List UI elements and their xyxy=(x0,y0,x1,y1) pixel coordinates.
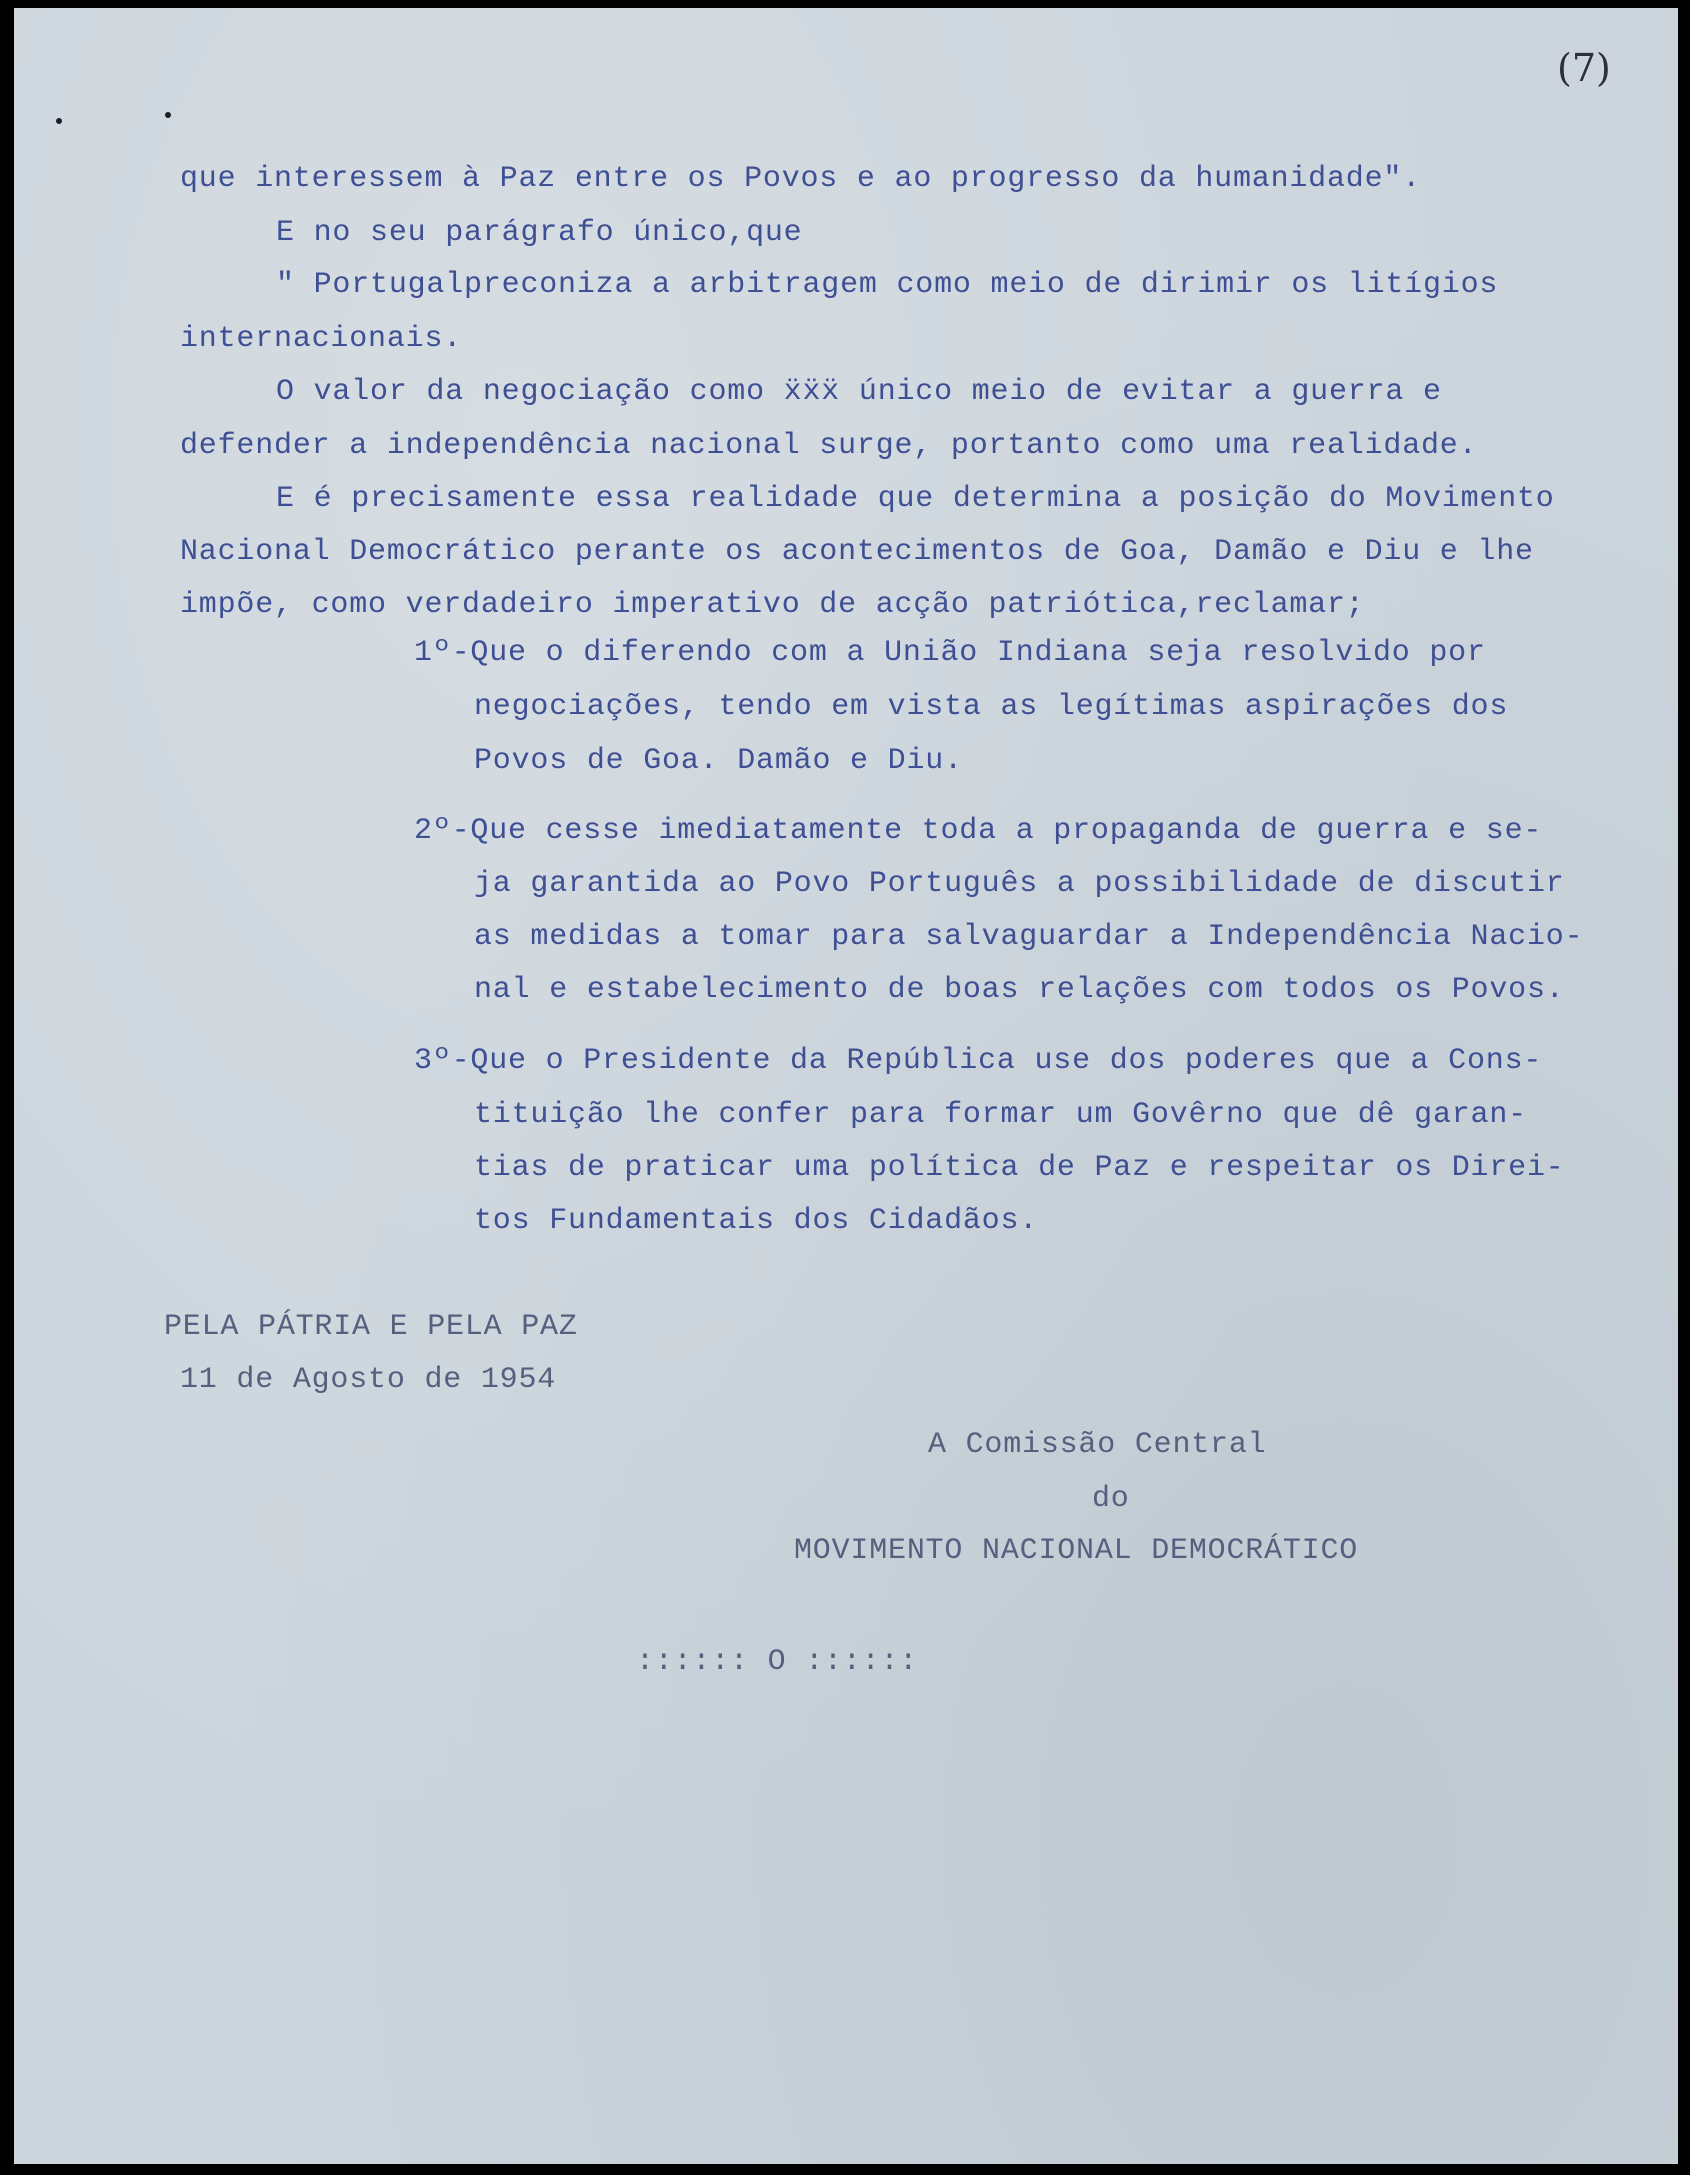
body-line: Nacional Democrático perante os acontecimentos de Goa, Damão e Diu e lhe xyxy=(180,535,1534,569)
demand-line: Povos de Goa. Damão e Diu. xyxy=(474,744,963,778)
document-page xyxy=(14,8,1678,2164)
body-line: E no seu parágrafo único,que xyxy=(276,216,803,250)
ink-speck xyxy=(56,118,62,124)
body-line: O valor da negociação como ẍẍẍ único meio de evitar a guerra e xyxy=(276,375,1442,409)
body-line: defender a independência nacional surge, portanto como uma realidade. xyxy=(180,429,1478,463)
signature-line-2: do xyxy=(1092,1482,1130,1516)
body-line: " Portugalpreconiza a arbitragem como meio de dirimir os litígios xyxy=(276,268,1499,302)
demand-line: nal e estabelecimento de boas relações com todos os Povos. xyxy=(474,973,1565,1007)
signature-line-1: A Comissão Central xyxy=(928,1428,1267,1462)
demand-line: as medidas a tomar para salvaguardar a Independência Nacio- xyxy=(474,920,1584,954)
demand-line: tituição lhe confer para formar um Govêrno que dê garan- xyxy=(474,1098,1527,1132)
page-number: (7) xyxy=(1557,46,1611,90)
demand-line: tias de praticar uma política de Paz e respeitar os Direi- xyxy=(474,1151,1565,1185)
body-line: internacionais. xyxy=(180,322,463,356)
body-line: impõe, como verdadeiro imperativo de acção patriótica,reclamar; xyxy=(180,588,1365,622)
demand-line: 1º-Que o diferendo com a União Indiana seja resolvido por xyxy=(414,636,1486,670)
demand-line: tos Fundamentais dos Cidadãos. xyxy=(474,1204,1039,1238)
closing-date: 11 de Agosto de 1954 xyxy=(180,1363,557,1397)
signature-line-3: MOVIMENTO NACIONAL DEMOCRÁTICO xyxy=(794,1534,1359,1568)
body-line: E é precisamente essa realidade que determina a posição do Movimento xyxy=(276,482,1555,516)
ink-speck xyxy=(165,112,171,118)
demand-line: 2º-Que cesse imediatamente toda a propaganda de guerra e se- xyxy=(414,814,1543,848)
demand-line: 3º-Que o Presidente da República use dos poderes que a Cons- xyxy=(414,1044,1543,1078)
closing-motto: PELA PÁTRIA E PELA PAZ xyxy=(164,1310,578,1344)
end-mark: :::::: O :::::: xyxy=(636,1645,919,1679)
body-line: que interessem à Paz entre os Povos e ao progresso da humanidade". xyxy=(180,162,1421,196)
demand-line: negociações, tendo em vista as legítimas aspirações dos xyxy=(474,690,1509,724)
demand-line: ja garantida ao Povo Português a possibilidade de discutir xyxy=(474,867,1565,901)
